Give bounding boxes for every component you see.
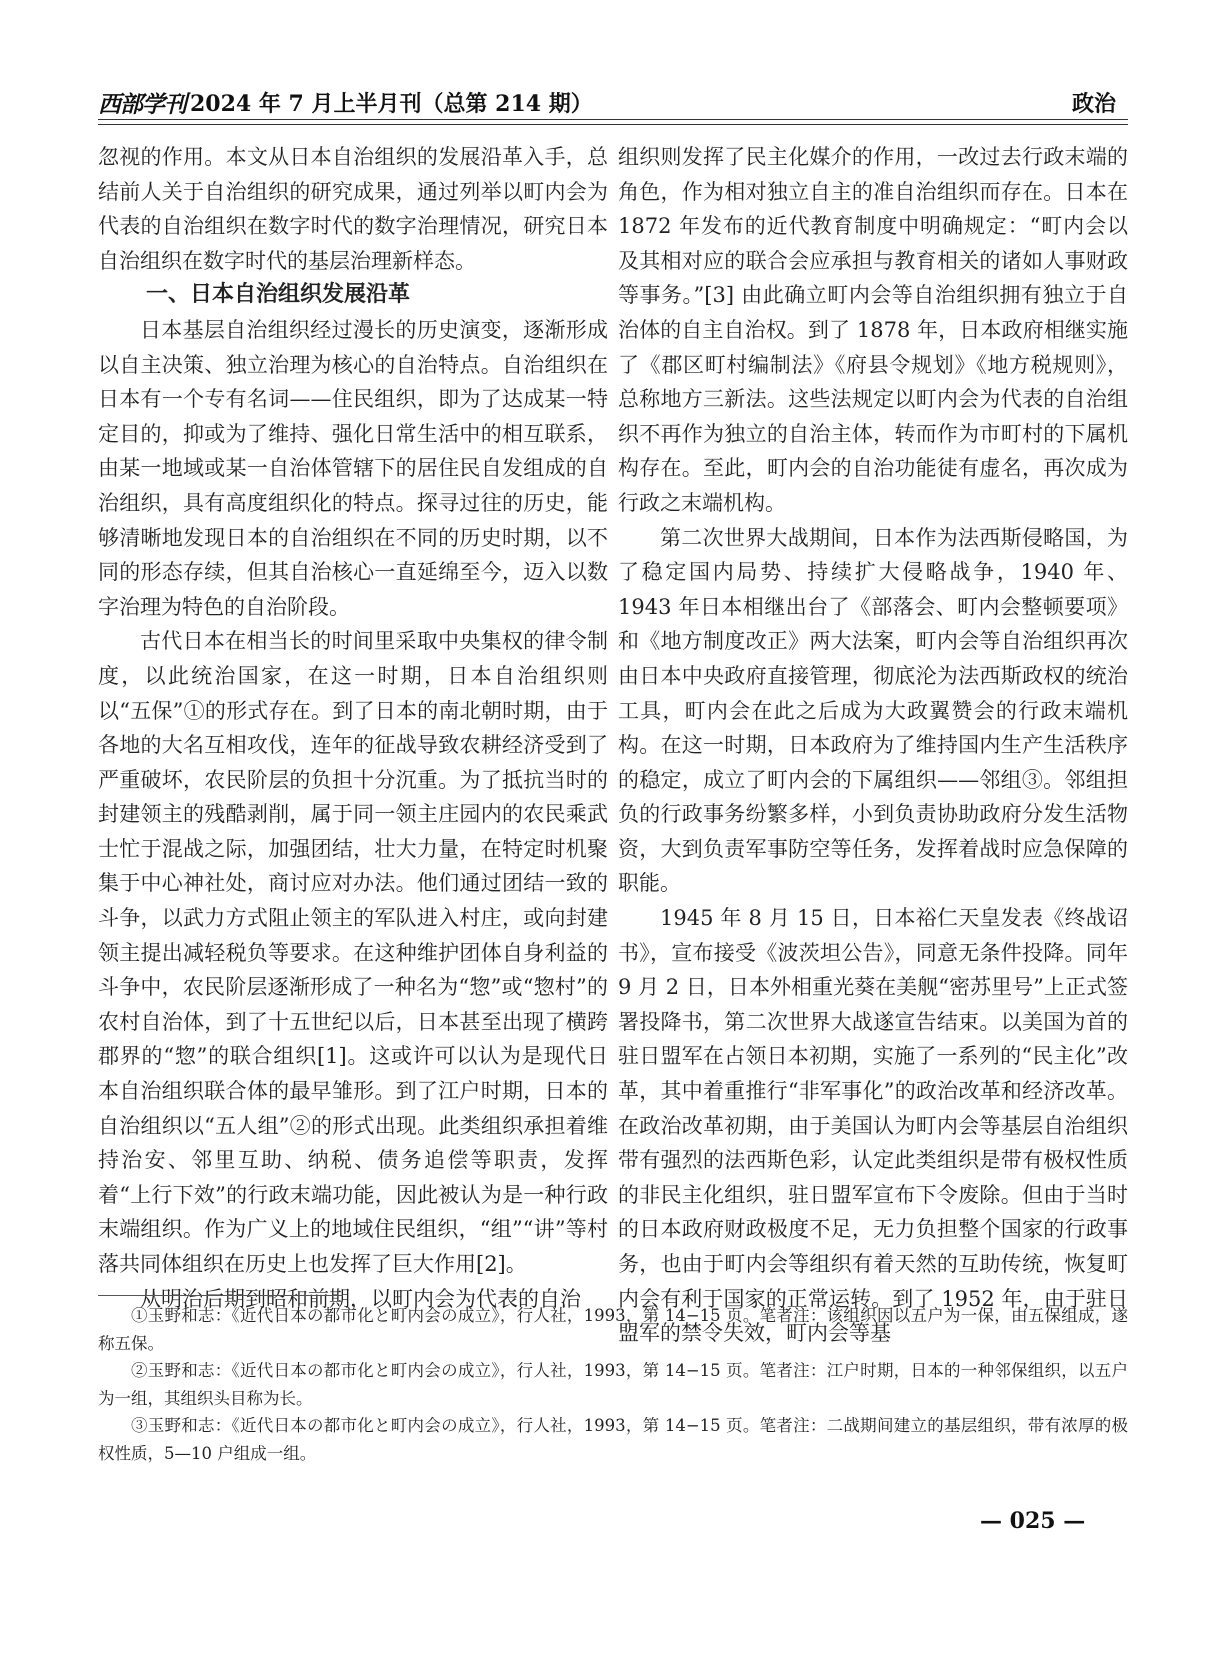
paragraph: 古代日本在相当长的时间里采取中央集权的律令制度，以此统治国家，在这一时期，日本自治组织则以“五保”①的形式存在。到了日本的南北朝时期，由于各地的大名互相攻伐，连年的征战导致农耕经济受到了严重破坏，农民阶层的负担十分沉重。为了抵抗当时的封建领主的残酷剥削，属于同一领主庄园内的农民乘武士忙于混战之际，加强团结，壮大力量，在特定时机聚集于中心神社处，商讨应对办法。他们通过团结一致的斗争，以武力方式阻止领主的军队进入村庄，或向封建领主提出减轻税负等要求。在这种维护团体自身利益的斗争中，农民阶层逐渐形成了一种名为“惣”或“惣村”的农村自治体，到了十五世纪以后，日本甚至出现了横跨郡界的“惣”的联合组织[1]。这或许可以认为是现代日本自治组织联合体的最早雏形。到了江户时期，日本的自治组织以“五人组”②的形式出现。此类组织承担着维持治安、邻里互助、纳税、债务追偿等职责，发挥着“上行下效”的行政末端功能，因此被认为是一种行政末端组织。作为广义上的地域住民组织，“组”“讲”等村落共同体组织在历史上也发挥了巨大作用[2]。 — [98, 629, 608, 1276]
right-column — [618, 140, 1128, 1351]
left-column — [98, 140, 608, 1316]
footnote-separator — [98, 1295, 343, 1296]
footnotes — [98, 1302, 1128, 1467]
footnote: ③玉野和志：《近代日本の都市化と町内会の成立》，行人社，1993，第 14−15 页。笔者注：二战期间建立的基层组织，带有浓厚的极权性质，5—10 户组成一组。 — [98, 1416, 1128, 1463]
header-rule-thick — [98, 119, 1128, 120]
page-number: — 025 — — [980, 1508, 1086, 1534]
paragraph: 组织则发挥了民主化媒介的作用，一改过去行政末端的角色，作为相对独立自主的准自治组织而存在。日本在 1872 年发布的近代教育制度中明确规定：“町内会以及其相对应的联合会应承担与教育相关的诸如人事财政等事务。”[3] 由此确立町内会等自治组织拥有独立于自治体的自主自治权。到了 1878 年，日本政府相继实施了《郡区町村编制法》《府县令规划》《地方税规则》，总称地方三新法。这些法规定以町内会为代表的自治组织不再作为独立的自治主体，转而作为市町村的下属机构存在。至此，町内会的自治功能徒有虚名，再次成为行政之末端机构。 — [618, 145, 1128, 515]
header-rule-thin — [98, 124, 1128, 125]
footnote: ②玉野和志：《近代日本の都市化と町内会の成立》，行人社，1993，第 14−15 页。笔者注：江户时期，日本的一种邻保组织，以五户为一组，其组织头目称为长。 — [98, 1361, 1128, 1408]
paragraph: 日本基层自治组织经过漫长的历史演变，逐渐形成以自主决策、独立治理为核心的自治特点。自治组织在日本有一个专有名词——住民组织，即为了达成某一特定目的，抑或为了维持、强化日常生活中的相互联系，由某一地域或某一自治体管辖下的居住民自发组成的自治组织，具有高度组织化的特点。探寻过往的历史，能够清晰地发现日本的自治组织在不同的历史时期，以不同的形态存续，但其自治核心一直延绵至今，迈入以数字治理为特色的自治阶段。 — [98, 317, 608, 619]
section-name: 政治 — [1071, 92, 1116, 117]
footnote: ①玉野和志：《近代日本の都市化と町内会の成立》，行人社，1993，第 14−15 页。笔者注：该组织因以五户为一保，由五保组成，遂称五保。 — [98, 1306, 1128, 1353]
section-heading: 一、日本自治组织发展沿革 — [146, 282, 411, 308]
journal-logo: 西部学刊 — [98, 91, 186, 118]
issue-info: 2024 年 7 月上半月刊（总第 214 期） — [190, 91, 593, 117]
paragraph: 从明治后期到昭和前期，以町内会为代表的自治 — [140, 1286, 581, 1311]
paragraph: 第二次世界大战期间，日本作为法西斯侵略国，为了稳定国内局势、持续扩大侵略战争，1940 年、1943 年日本相继出台了《部落会、町内会整顿要项》和《地方制度改正》两大法案，町内会等自治组织再次由日本中央政府直接管理，彻底沦为法西斯政权的统治工具，町内会在此之后成为大政翼赞会的行政末端机构。在这一时期，日本政府为了维持国内生产生活秩序的稳定，成立了町内会的下属组织——邻组③。邻组担负的行政事务纷繁多样，小到负责协助政府分发生活物资，大到负责军事防空等任务，发挥着战时应急保障的职能。 — [618, 525, 1128, 896]
paragraph: 忽视的作用。本文从日本自治组织的发展沿革入手，总结前人关于自治组织的研究成果，通过列举以町内会为代表的自治组织在数字时代的数字治理情况，研究日本自治组织在数字时代的基层治理新样态。 — [98, 145, 608, 273]
running-header — [98, 86, 1128, 116]
paragraph: 1945 年 8 月 15 日，日本裕仁天皇发表《终战诏书》，宣布接受《波茨坦公告》，同意无条件投降。同年 9 月 2 日，日本外相重光葵在美舰“密苏里号”上正式签署投降书，第二次世界大战遂宣告结束。以美国为首的驻日盟军在占领日本初期，实施了一系列的“民主化”改革，其中着重推行“非军事化”的政治改革和经济改革。在政治改革初期，由于美国认为町内会等基层自治组织带有强烈的法西斯色彩，认定此类组织是带有极权性质的非民主化组织，驻日盟军宣布下令废除。但由于当时的日本政府财政极度不足，无力负担整个国家的行政事务，也由于町内会等组织有着天然的互助传统，恢复町内会有利于国家的正常运转。到了 1952 年，由于驻日盟军的禁令失效，町内会等基 — [618, 906, 1128, 1346]
